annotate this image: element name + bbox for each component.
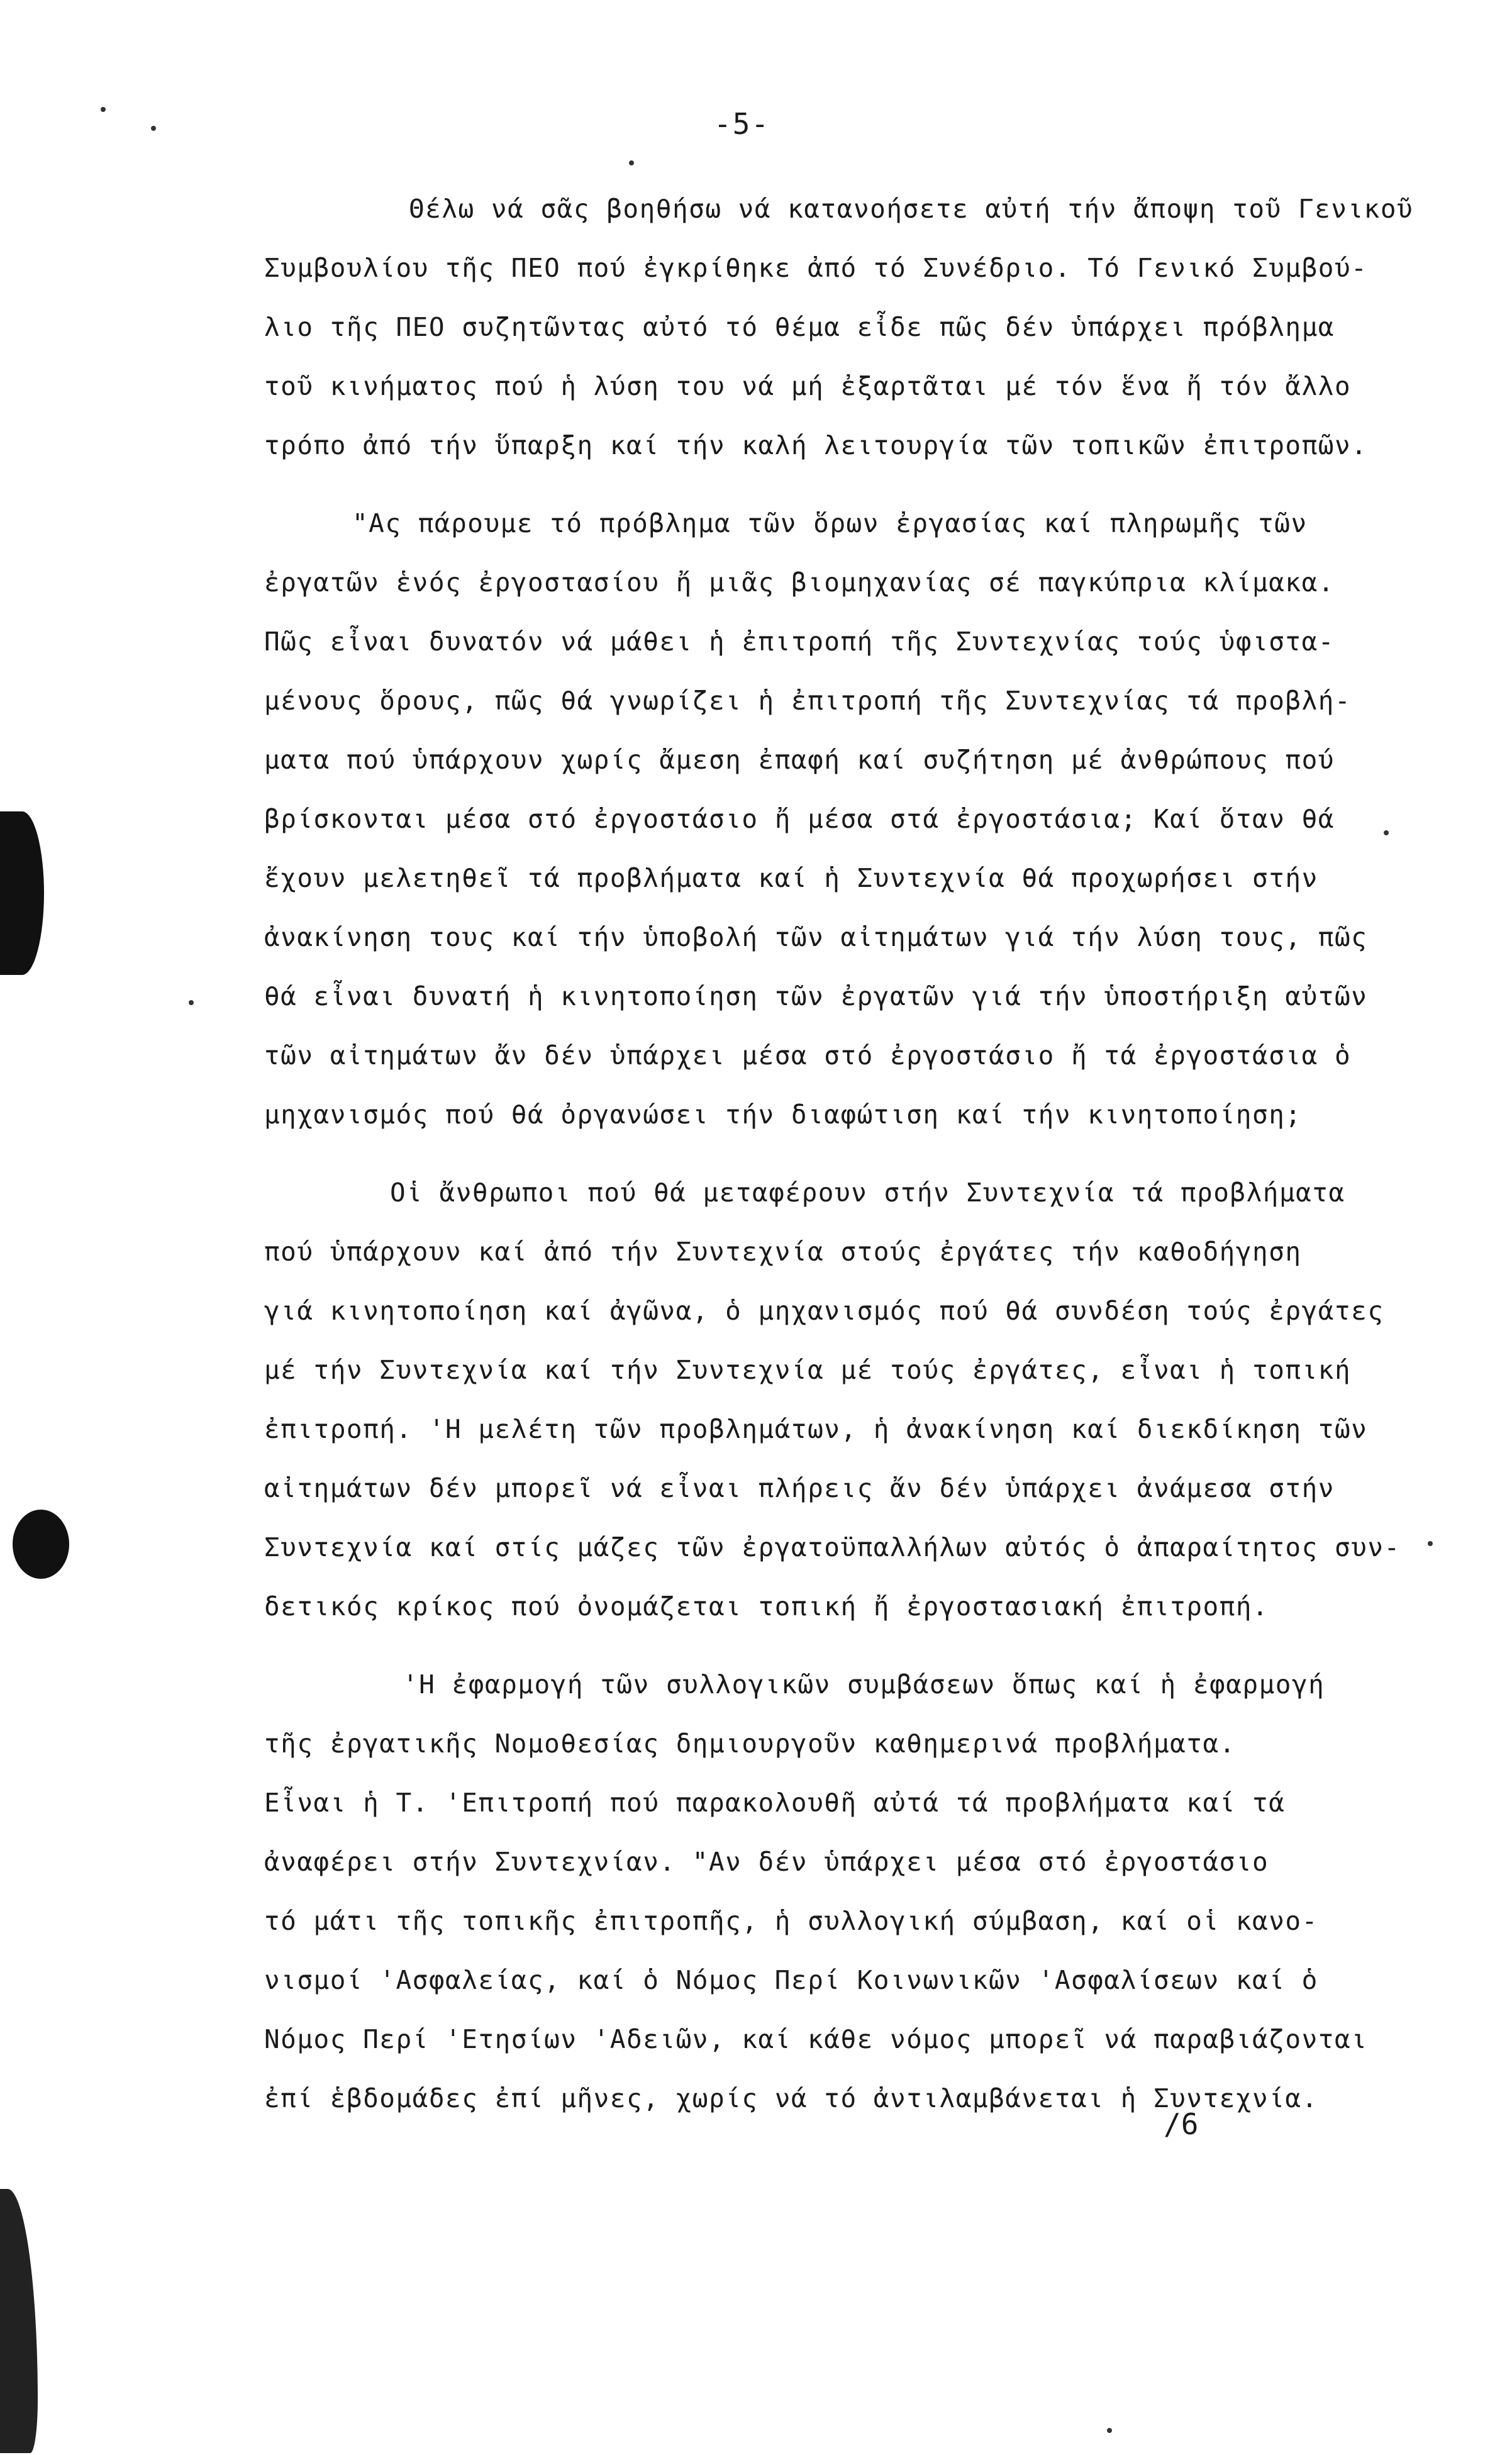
paragraph-line: Πῶς εἶναι δυνατόν νά μάθει ἡ ἐπιτροπή τῆς Συντεχνίας τούς ὑφιστα- — [264, 626, 1335, 657]
page-number: -5- — [714, 107, 770, 141]
paragraph-line: Συντεχνία καί στίς μάζες τῶν ἐργατοϋπαλλήλων αὐτός ὁ ἀπαραίτητος συν- — [264, 1532, 1401, 1562]
paragraph-line: ἀνακίνηση τους καί τήν ὑποβολή τῶν αἰτημάτων γιά τήν λύση τους, πῶς — [264, 922, 1368, 952]
paragraph-line: ἐπί ἑβδομάδες ἐπί μῆνες, χωρίς νά τό ἀντιλαμβάνεται ἡ Συντεχνία. — [264, 2083, 1318, 2113]
paragraph-line: Νόμος Περί 'Ετησίων 'Αδειῶν, καί κάθε νόμος μπορεῖ νά παραβιάζονται — [264, 2024, 1368, 2054]
paragraph-line: αἰτημάτων δέν μπορεῖ νά εἶναι πλήρεις ἄν δέν ὑπάρχει ἀνάμεσα στήν — [264, 1473, 1335, 1503]
scan-blot — [0, 2189, 38, 2453]
scan-speck — [189, 1000, 194, 1005]
paragraph-line: νισμοί 'Ασφαλείας, καί ὁ Νόμος Περί Κοινωνικῶν 'Ασφαλίσεων καί ὁ — [264, 1965, 1318, 1995]
paragraph-line: ἐργατῶν ἑνός ἐργοστασίου ἤ μιᾶς βιομηχανίας σέ παγκύπρια κλίμακα. — [264, 567, 1335, 598]
paragraph-line: μέ τήν Συντεχνία καί τήν Συντεχνία μέ τούς ἐργάτες, εἶναι ἡ τοπική — [264, 1355, 1352, 1385]
paragraph-line: μηχανισμός πού θά ὀργανώσει τήν διαφώτιση καί τήν κινητοποίηση; — [264, 1099, 1302, 1130]
paragraph-line: Θέλω νά σᾶς βοηθήσω νά κατανοήσετε αὐτή τήν ἄποψη τοῦ Γενικοῦ — [409, 194, 1414, 224]
paragraph-line: λιο τῆς ΠΕΟ συζητῶντας αὐτό τό θέμα εἶδε πῶς δέν ὑπάρχει πρόβλημα — [264, 312, 1335, 342]
continuation-marker: /6 — [1164, 2107, 1199, 2141]
scan-blot — [0, 811, 44, 975]
paragraph-line: δετικός κρίκος πού ὀνομάζεται τοπική ἤ ἐργοστασιακή ἐπιτροπή. — [264, 1591, 1269, 1622]
scan-speck — [629, 160, 634, 165]
paragraph-line: ἔχουν μελετηθεῖ τά προβλήματα καί ἡ Συντεχνία θά προχωρήσει στήν — [264, 863, 1318, 893]
paragraph-line: τό μάτι τῆς τοπικῆς ἐπιτροπῆς, ἡ συλλογική σύμβαση, καί οἱ κανο- — [264, 1906, 1318, 1936]
body-text — [264, 179, 1414, 2128]
scan-speck — [1107, 2428, 1112, 2433]
scan-speck — [1428, 1541, 1433, 1546]
paragraph-line: ματα πού ὑπάρχουν χωρίς ἄμεση ἐπαφή καί συζήτηση μέ ἀνθρώπους πού — [264, 745, 1335, 775]
paragraph-line: Εἶναι ἡ Τ. 'Επιτροπή πού παρακολουθῆ αὐτά τά προβλήματα καί τά — [264, 1788, 1286, 1818]
paragraph-line: θά εἶναι δυνατή ἡ κινητοποίηση τῶν ἐργατῶν γιά τήν ὑποστήριξη αὐτῶν — [264, 981, 1368, 1011]
scan-speck — [151, 126, 156, 131]
paragraph-line: πού ὑπάρχουν καί ἀπό τήν Συντεχνία στούς ἐργάτες τήν καθοδήγηση — [264, 1237, 1302, 1267]
scan-speck — [101, 107, 106, 112]
paragraph-line: 'Η ἐφαρμογή τῶν συλλογικῶν συμβάσεων ὅπως καί ἡ ἐφαρμογή — [403, 1669, 1325, 1700]
paragraph-line: ἀναφέρει στήν Συντεχνίαν. "Αν δέν ὑπάρχει μέσα στό ἐργοστάσιο — [264, 1847, 1269, 1877]
paragraph-line: τρόπο ἀπό τήν ὕπαρξη καί τήν καλή λειτουργία τῶν τοπικῶν ἐπιτροπῶν. — [264, 430, 1368, 460]
paragraph-line: γιά κινητοποίηση καί ἀγῶνα, ὁ μηχανισμός πού θά συνδέση τούς ἐργάτες — [264, 1296, 1384, 1326]
scan-speck — [1384, 830, 1389, 835]
paragraph-line: τοῦ κινήματος πού ἡ λύση του νά μή ἐξαρτᾶται μέ τόν ἕνα ἤ τόν ἄλλο — [264, 371, 1352, 401]
scan-blot — [13, 1510, 69, 1579]
paragraph-line: Οἱ ἄνθρωποι πού θά μεταφέρουν στήν Συντεχνία τά προβλήματα — [390, 1177, 1345, 1208]
paragraph-line: βρίσκονται μέσα στό ἐργοστάσιο ἤ μέσα στά ἐργοστάσια; Καί ὅταν θά — [264, 804, 1335, 834]
paragraph-line: Συμβουλίου τῆς ΠΕΟ πού ἐγκρίθηκε ἀπό τό Συνέδριο. Τό Γενικό Συμβού- — [264, 253, 1368, 283]
paragraph-line: τῆς ἐργατικῆς Νομοθεσίας δημιουργοῦν καθημερινά προβλήματα. — [264, 1729, 1236, 1759]
paragraph-line: "Ας πάρουμε τό πρόβλημα τῶν ὅρων ἐργασίας καί πληρωμῆς τῶν — [352, 508, 1308, 538]
paragraph-line: ἐπιτροπή. 'Η μελέτη τῶν προβλημάτων, ἡ ἀνακίνηση καί διεκδίκηση τῶν — [264, 1414, 1368, 1444]
paragraph-line: μένους ὅρους, πῶς θά γνωρίζει ἡ ἐπιτροπή τῆς Συντεχνίας τά προβλή- — [264, 686, 1352, 716]
paragraph-line: τῶν αἰτημάτων ἄν δέν ὑπάρχει μέσα στό ἐργοστάσιο ἤ τά ἐργοστάσια ὁ — [264, 1040, 1352, 1071]
